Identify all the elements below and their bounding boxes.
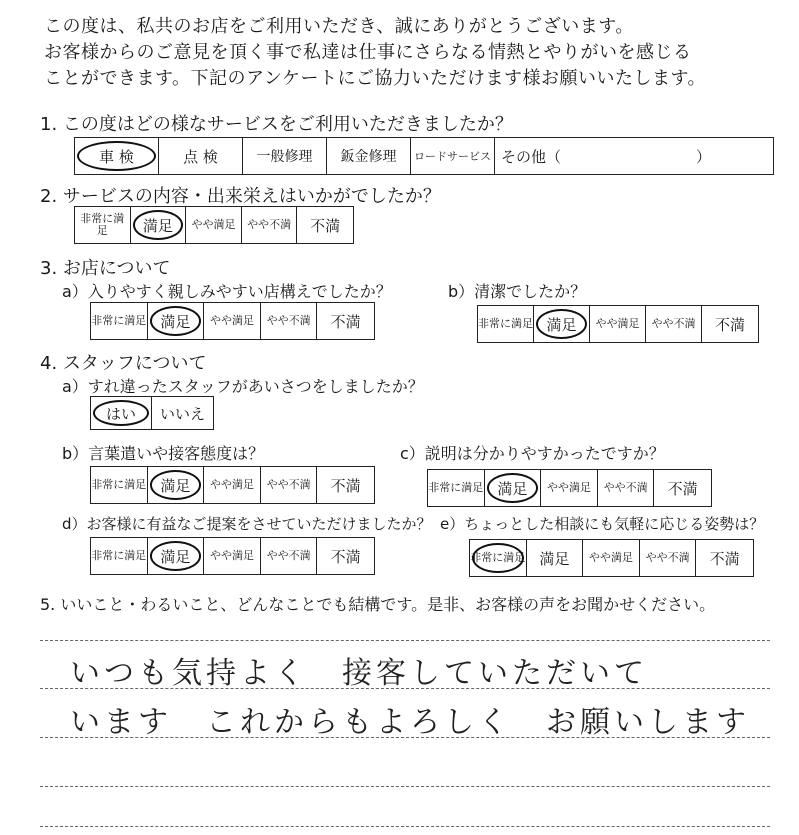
q2-option-very-satisfied[interactable]: 非常に満足	[75, 207, 131, 243]
q1-option-other[interactable]: その他（ ）	[501, 147, 712, 166]
intro-line-2: お客様からのご意見を頂く事で私達は仕事にさらなる情熱とやりがいを感じる	[44, 42, 692, 63]
q3-a-label: a）入りやすく親しみやすい店構えでしたか？	[62, 282, 392, 301]
q4d-option-somewhat-dissatisfied[interactable]: やや不満	[261, 538, 318, 574]
q4e-option-somewhat-satisfied[interactable]: やや満足	[583, 540, 640, 576]
q4e-option-very-satisfied[interactable]: 非常に満足	[470, 540, 527, 576]
q3b-option-very-satisfied[interactable]: 非常に満足	[478, 306, 534, 342]
q4-c-options	[427, 469, 712, 507]
comment-line-1	[40, 640, 770, 641]
intro-text	[44, 14, 774, 92]
q4-d-options	[90, 537, 375, 575]
q1-option-body-repair[interactable]: 鈑金修理	[327, 138, 411, 174]
q4c-option-somewhat-satisfied[interactable]: やや満足	[541, 470, 598, 506]
q4b-option-very-satisfied[interactable]: 非常に満足	[91, 467, 148, 503]
q4c-option-dissatisfied[interactable]: 不満	[667, 479, 698, 498]
q4b-option-somewhat-dissatisfied[interactable]: やや不満	[261, 467, 318, 503]
q3b-option-somewhat-dissatisfied[interactable]: やや不満	[646, 306, 702, 342]
q1-options	[74, 137, 774, 175]
handwritten-comment-line-2: います これからもよろしく お願いします	[70, 705, 750, 740]
q4b-option-satisfied[interactable]: 満足	[148, 467, 205, 503]
q3a-option-somewhat-dissatisfied[interactable]: やや不満	[261, 303, 318, 339]
q4-a-options	[90, 396, 214, 430]
question-2: 2. サービスの内容・出来栄えはいかがでしたか？	[40, 186, 441, 207]
q4d-option-dissatisfied[interactable]: 不満	[330, 547, 361, 566]
q4b-option-dissatisfied[interactable]: 不満	[330, 476, 361, 495]
q1-option-shaken[interactable]: 車 検	[75, 138, 159, 174]
q4b-option-somewhat-satisfied[interactable]: やや満足	[204, 467, 261, 503]
q4c-option-satisfied[interactable]: 満足	[485, 470, 542, 506]
q4d-option-satisfied[interactable]: 満足	[148, 538, 205, 574]
q2-option-somewhat-dissatisfied[interactable]: やや不満	[242, 207, 298, 243]
q3a-option-somewhat-satisfied[interactable]: やや満足	[204, 303, 261, 339]
comment-line-5	[40, 826, 770, 827]
q4e-option-somewhat-dissatisfied[interactable]: やや不満	[640, 540, 697, 576]
q3-a-options	[90, 302, 375, 340]
q4d-option-somewhat-satisfied[interactable]: やや満足	[204, 538, 261, 574]
q4d-option-very-satisfied[interactable]: 非常に満足	[91, 538, 148, 574]
handwritten-comment-line-1: いつも気持よく 接客していただいて	[70, 656, 648, 691]
question-1: 1. この度はどの様なサービスをご利用いただきましたか？	[40, 114, 513, 135]
q4-c-label: c）説明は分かりやすかったですか？	[400, 444, 665, 463]
q4-d-label: d）お客様に有益なご提案をさせていただけましたか？	[62, 515, 432, 533]
q4-a-label: a）すれ違ったスタッフがあいさつをしましたか？	[62, 377, 424, 396]
intro-line-1: この度は、私共のお店をご利用いただき、誠にありがとうございます。	[44, 16, 634, 37]
q2-option-somewhat-satisfied[interactable]: やや満足	[186, 207, 242, 243]
q3b-option-dissatisfied[interactable]: 不満	[714, 315, 745, 334]
q4c-option-somewhat-dissatisfied[interactable]: やや不満	[598, 470, 655, 506]
q4e-option-dissatisfied[interactable]: 不満	[709, 549, 740, 568]
q3b-option-somewhat-satisfied[interactable]: やや満足	[590, 306, 646, 342]
q4-b-options	[90, 466, 375, 504]
comment-line-4	[40, 786, 770, 787]
q1-option-tenken[interactable]: 点 検	[159, 138, 243, 174]
q4-b-label: b）言葉遣いや接客態度は？	[62, 444, 265, 463]
q3a-option-very-satisfied[interactable]: 非常に満足	[91, 303, 148, 339]
q4a-option-yes[interactable]: はい	[91, 397, 152, 429]
q3a-option-satisfied[interactable]: 満足	[148, 303, 205, 339]
q3a-option-dissatisfied[interactable]: 不満	[330, 312, 361, 331]
q4-e-options	[469, 539, 754, 577]
q2-option-dissatisfied[interactable]: 不満	[310, 216, 341, 235]
q1-option-general-repair[interactable]: 一般修理	[243, 138, 327, 174]
intro-line-3: ことができます。下記のアンケートにご協力いただけます様お願いいたします。	[44, 68, 707, 89]
q4c-option-very-satisfied[interactable]: 非常に満足	[428, 470, 485, 506]
q4-e-label: e）ちょっとした相談にも気軽に応じる姿勢は？	[440, 515, 765, 533]
question-5: 5. いいこと・わるいこと、どんなことでも結構です。是非、お客様の声をお聞かせください。	[40, 595, 716, 614]
q3-b-options	[477, 305, 759, 343]
q1-option-road-service[interactable]: ロードサービス	[411, 138, 495, 174]
question-3: 3. お店について	[40, 258, 171, 279]
q4e-option-satisfied[interactable]: 満足	[527, 540, 584, 576]
q4a-option-no[interactable]: いいえ	[160, 404, 206, 423]
question-4: 4. スタッフについて	[40, 353, 207, 374]
q3-b-label: b）清潔でしたか？	[448, 282, 587, 301]
q2-option-satisfied[interactable]: 満足	[131, 207, 187, 243]
q3b-option-satisfied[interactable]: 満足	[534, 306, 590, 342]
q2-options	[74, 206, 354, 244]
